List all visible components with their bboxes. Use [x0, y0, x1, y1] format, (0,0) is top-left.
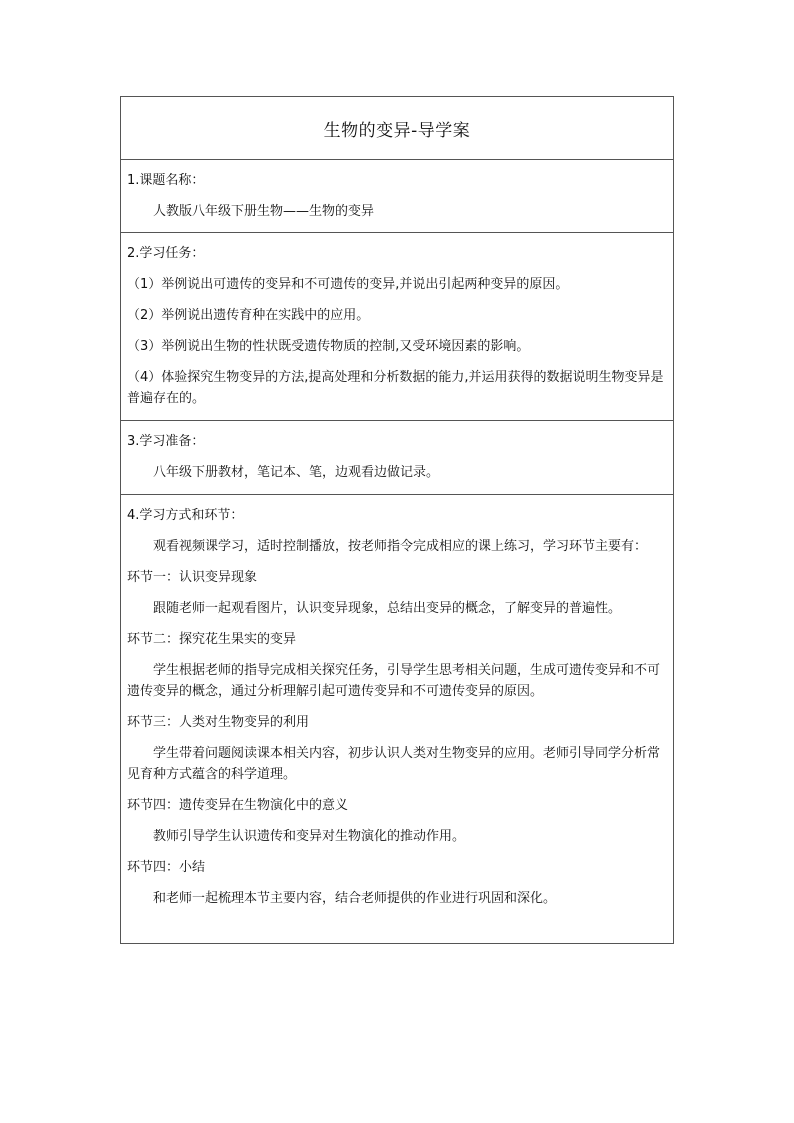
section-heading: 2.学习任务：: [127, 246, 205, 261]
task-item: （3）举例说出生物的性状既受遗传物质的控制,又受环境因素的影响。: [127, 339, 530, 354]
section-heading: 1.课题名称：: [127, 173, 205, 188]
methods-intro: 观看视频课学习，适时控制播放，按老师指令完成相应的课上练习，学习环节主要有：: [153, 539, 648, 554]
step-title: 环节三：人类对生物变异的利用: [127, 715, 310, 730]
section-tasks: [121, 233, 673, 421]
step-text: 跟随老师一起观看图片，认识变异现象，总结出变异的概念，了解变异的普遍性。: [153, 601, 622, 616]
step-title: 环节一：认识变异现象: [127, 570, 258, 585]
topic-content: 人教版八年级下册生物——生物的变异: [153, 204, 375, 219]
step-title: 环节二：探究花生果实的变异: [127, 632, 297, 647]
section-preparation: [121, 421, 673, 495]
title-row: [121, 97, 673, 160]
document-title: 生物的变异-导学案: [323, 120, 471, 141]
section-methods: [121, 495, 673, 943]
section-heading: 3.学习准备：: [127, 434, 205, 449]
step-text: 学生带着问题阅读课本相关内容，初步认识人类对生物变异的应用。老师引导同学分析常见育种方式蕴含的科学道理。: [127, 746, 661, 782]
step-title: 环节四：小结: [127, 860, 206, 875]
task-item: （1）举例说出可遗传的变异和不可遗传的变异,并说出引起两种变异的原因。: [127, 277, 569, 292]
step-title: 环节四：遗传变异在生物演化中的意义: [127, 798, 349, 813]
step-text: 教师引导学生认识遗传和变异对生物演化的推动作用。: [153, 829, 466, 844]
lesson-plan-table: [120, 96, 674, 944]
task-item: （4）体验探究生物变异的方法,提高处理和分析数据的能力,并运用获得的数据说明生物变异是普遍存在的。: [127, 370, 664, 406]
step-text: 和老师一起梳理本节主要内容，结合老师提供的作业进行巩固和深化。: [153, 891, 557, 906]
task-item: （2）举例说出遗传育种在实践中的应用。: [127, 308, 370, 323]
preparation-content: 八年级下册教材，笔记本、笔，边观看边做记录。: [153, 465, 440, 480]
step-text: 学生根据老师的指导完成相关探究任务，引导学生思考相关问题，生成可遗传变异和不可遗传变异的概念，通过分析理解引起可遗传变异和不可遗传变异的原因。: [127, 663, 661, 699]
section-heading: 4.学习方式和环节：: [127, 508, 244, 523]
section-topic: [121, 160, 673, 233]
